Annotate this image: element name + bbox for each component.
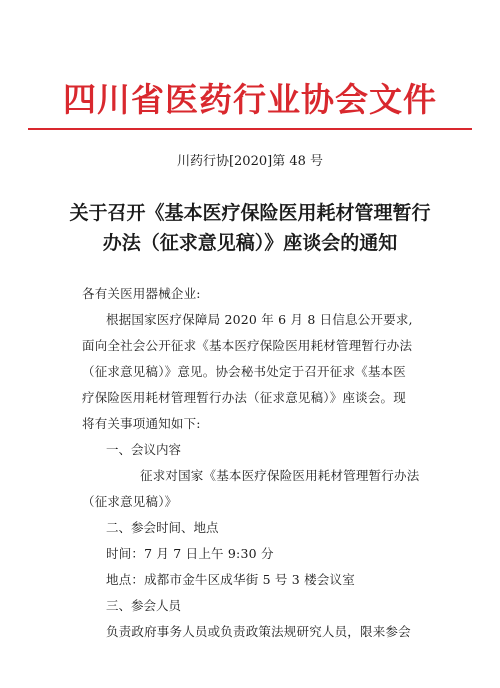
- paragraph-line: 将有关事项通知如下:: [82, 416, 201, 431]
- notice-title-line-1: 关于召开《基本医疗保险医用耗材管理暂行: [69, 202, 431, 224]
- salutation: 各有关医用器械企业:: [82, 286, 201, 301]
- org-header: 四川省医药行业协会文件: [63, 80, 437, 119]
- meeting-time: 时间：7 月 7 日上午 9:30 分: [106, 546, 274, 561]
- section-heading-attendees: 三、参会人员: [106, 598, 182, 613]
- paragraph-line: （征求意见稿）》意见。协会秘书处定于召开征求《基本医: [82, 364, 406, 379]
- paragraph-line: 疗保险医用耗材管理暂行办法（征求意见稿）》座谈会。现: [82, 390, 406, 405]
- document-number: 川药行协[2020]第 48 号: [176, 154, 324, 169]
- attendees-line: 负责政府事务人员或负责政策法规研究人员，限来参会: [106, 624, 411, 639]
- section-heading-time-place: 二、参会时间、地点: [106, 520, 219, 535]
- paragraph-line: 面向全社会公开征求《基本医疗保险医用耗材管理暂行办法: [82, 338, 413, 353]
- section-1-line: （征求意见稿）》: [82, 494, 178, 509]
- paragraph-line: 根据国家医疗保障局 2020 年 6 月 8 日信息公开要求,: [106, 312, 413, 327]
- section-heading-meeting-content: 一、会议内容: [106, 442, 182, 457]
- header-divider: [28, 128, 472, 130]
- notice-title-line-2: 办法（征求意见稿）》座谈会的通知: [102, 232, 398, 254]
- meeting-place: 地点：成都市金牛区成华街 5 号 3 楼会议室: [106, 572, 355, 587]
- section-1-line: 征求对国家《基本医疗保险医用耗材管理暂行办法: [140, 468, 420, 483]
